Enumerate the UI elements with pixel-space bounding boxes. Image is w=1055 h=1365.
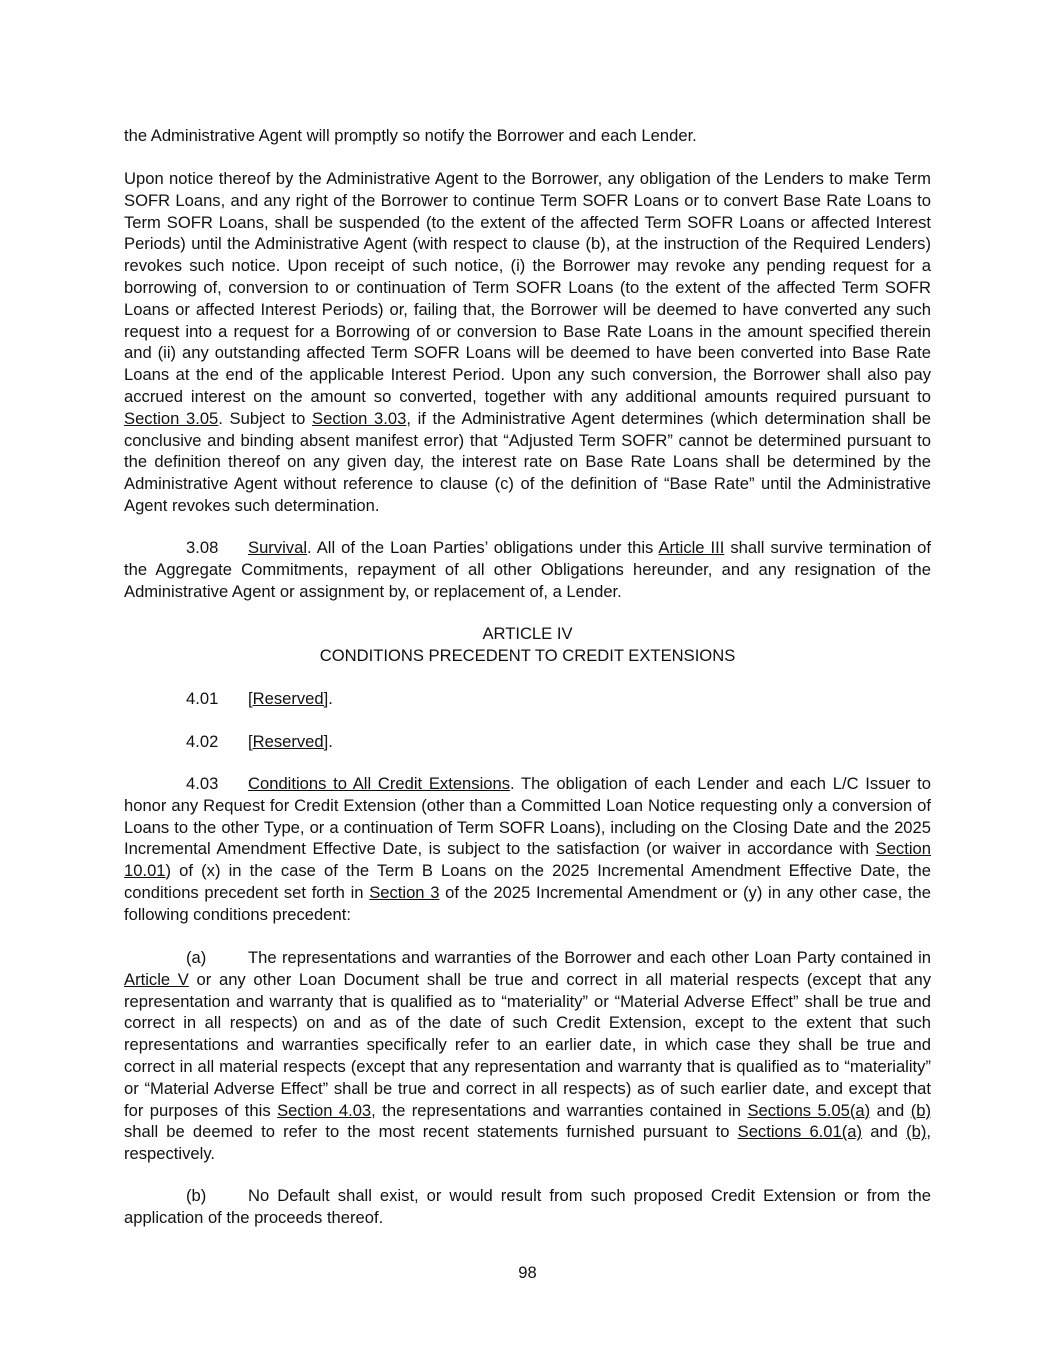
section-10-01-reference[interactable]: Section 10.01 — [124, 839, 931, 881]
section-4-01 — [124, 688, 931, 710]
item-text: , respectively. — [124, 1122, 931, 1164]
section-3-03-reference[interactable]: Section 3.03 — [312, 408, 407, 428]
section-4-02 — [124, 731, 931, 753]
section-text: . — [328, 732, 333, 751]
section-3-reference[interactable]: Section 3 — [369, 882, 440, 902]
paragraph-text: . Subject to — [218, 408, 313, 428]
section-5-05b-reference[interactable]: (b) — [910, 1100, 931, 1120]
section-number: 4.02 — [186, 732, 219, 751]
section-heading: [Reserved] — [248, 732, 329, 751]
item-text: , the representations and warranties contained in — [371, 1100, 748, 1120]
section-4-03 — [124, 773, 931, 926]
item-text: and — [870, 1100, 911, 1120]
section-text: shall survive termination of the Aggregate Commitments, repayment of all other Obligations hereunder, and any resignation of the Administrative Agent or assignment by, or replacement of, a Lender. — [124, 538, 931, 601]
condition-a — [124, 947, 931, 1165]
section-text: of the 2025 Incremental Amendment or (y) in any other case, the following conditions precedent: — [124, 882, 932, 924]
page-number: 98 — [518, 1263, 537, 1282]
section-text: . All of the Loan Parties’ obligations under this — [307, 538, 659, 557]
suspension-paragraph — [124, 168, 931, 517]
section-number: 3.08 — [186, 538, 219, 557]
section-4-03-reference[interactable]: Section 4.03 — [277, 1100, 372, 1120]
article-iii-reference[interactable]: Article III — [658, 538, 725, 557]
sections-6-01a-reference[interactable]: Sections 6.01(a) — [737, 1122, 863, 1142]
section-heading: Survival — [248, 538, 308, 557]
section-text: . The obligation of each Lender and each L/C Issuer to honor any Request for Credit Extension (other than a Committed Loan Notice requesting only a conversion of Loans to the other Type, or a continuation of Term SOFR Loans), including on the Closing Date and the 2025 Incremental Amendment Effective Date, is subject to the satisfaction (or waiver in accordance with — [124, 774, 931, 859]
paragraph-text: the Administrative Agent will promptly so notify the Borrower and each Lender. — [124, 126, 697, 145]
paragraph-text: Upon notice thereof by the Administrative Agent to the Borrower, any obligation of the Lenders to make Term SOFR Loans, and any right of the Borrower to continue Term SOFR Loans or to convert Base Rate Loans to Term SOFR Loans, shall be suspended (to the extent of the affected Term SOFR Loans or affected Interest Periods) until the Administrative Agent (with respect to clause (b), at the instruction of the Required Lenders) revokes such notice. Upon receipt of such notice, (i) the Borrower may revoke any pending request for a borrowing of, conversion to or continuation of Term SOFR Loans (to the extent of the affected Term SOFR Loans or affected Interest Periods) or, failing that, the Borrower will be deemed to have converted any such request into a request for a Borrowing of or conversion to Base Rate Loans in the amount specified therein and (ii) any outstanding affected Term SOFR Loans will be deemed to have been converted into Base Rate Loans at the end of the applicable Interest Period. Upon any such conversion, the Borrower shall also pay accrued interest on the amount so converted, together with any additional amounts required pursuant to — [124, 169, 931, 406]
item-text: The representations and warranties of the Borrower and each other Loan Party contained in — [248, 948, 931, 967]
section-3-05-reference[interactable]: Section 3.05 — [124, 408, 219, 428]
section-6-01b-reference[interactable]: (b) — [906, 1122, 927, 1142]
sections-5-05a-reference[interactable]: Sections 5.05(a) — [747, 1100, 871, 1120]
section-text: ) of (x) in the case of the Term B Loans on the 2025 Incremental Amendment Effective Date, the conditions precedent set forth in — [124, 861, 931, 902]
section-number: 4.03 — [186, 774, 219, 793]
paragraph-text: , if the Administrative Agent determines (which determination shall be conclusive and binding absent manifest error) that “Adjusted Term SOFR” cannot be determined pursuant to the definition thereof on any given day, the interest rate on Base Rate Loans shall be determined by the Administrative Agent without reference to clause (c) of the definition of “Base Rate” until the Administrative Agent revokes such determination. — [124, 408, 931, 515]
section-heading: Conditions to All Credit Extensions — [248, 774, 511, 793]
continuation-paragraph — [124, 125, 931, 147]
section-3-08 — [124, 537, 931, 602]
item-label: (a) — [186, 948, 207, 967]
section-number: 4.01 — [186, 689, 219, 708]
article-title: CONDITIONS PRECEDENT TO CREDIT EXTENSIONS — [319, 646, 736, 665]
item-text: shall be deemed to refer to the most recent statements furnished pursuant to — [124, 1122, 738, 1142]
item-label: (b) — [186, 1186, 207, 1205]
item-text: No Default shall exist, or would result from such proposed Credit Extension or from the application of the proceeds thereof. — [124, 1186, 931, 1227]
section-text: . — [328, 689, 333, 708]
item-text: or any other Loan Document shall be true and correct in all material respects (except that any representation and warranty that is qualified as to “materiality” or “Material Adverse Effect” shall be true and correct in all respects) on and as of the date of such Credit Extension, except to the extent that such representations and warranties specifically refer to an earlier date, in which case they shall be true and correct in all material respects (except that any representation and warranty that is qualified as to “materiality” or “Material Adverse Effect” shall be true and correct in all respects) as of such earlier date, and except that for purposes of this — [124, 969, 932, 1120]
item-text: and — [862, 1122, 907, 1142]
condition-b — [124, 1185, 931, 1229]
section-heading: [Reserved] — [248, 689, 329, 708]
article-number: ARTICLE IV — [482, 624, 573, 643]
article-v-reference[interactable]: Article V — [124, 969, 189, 989]
